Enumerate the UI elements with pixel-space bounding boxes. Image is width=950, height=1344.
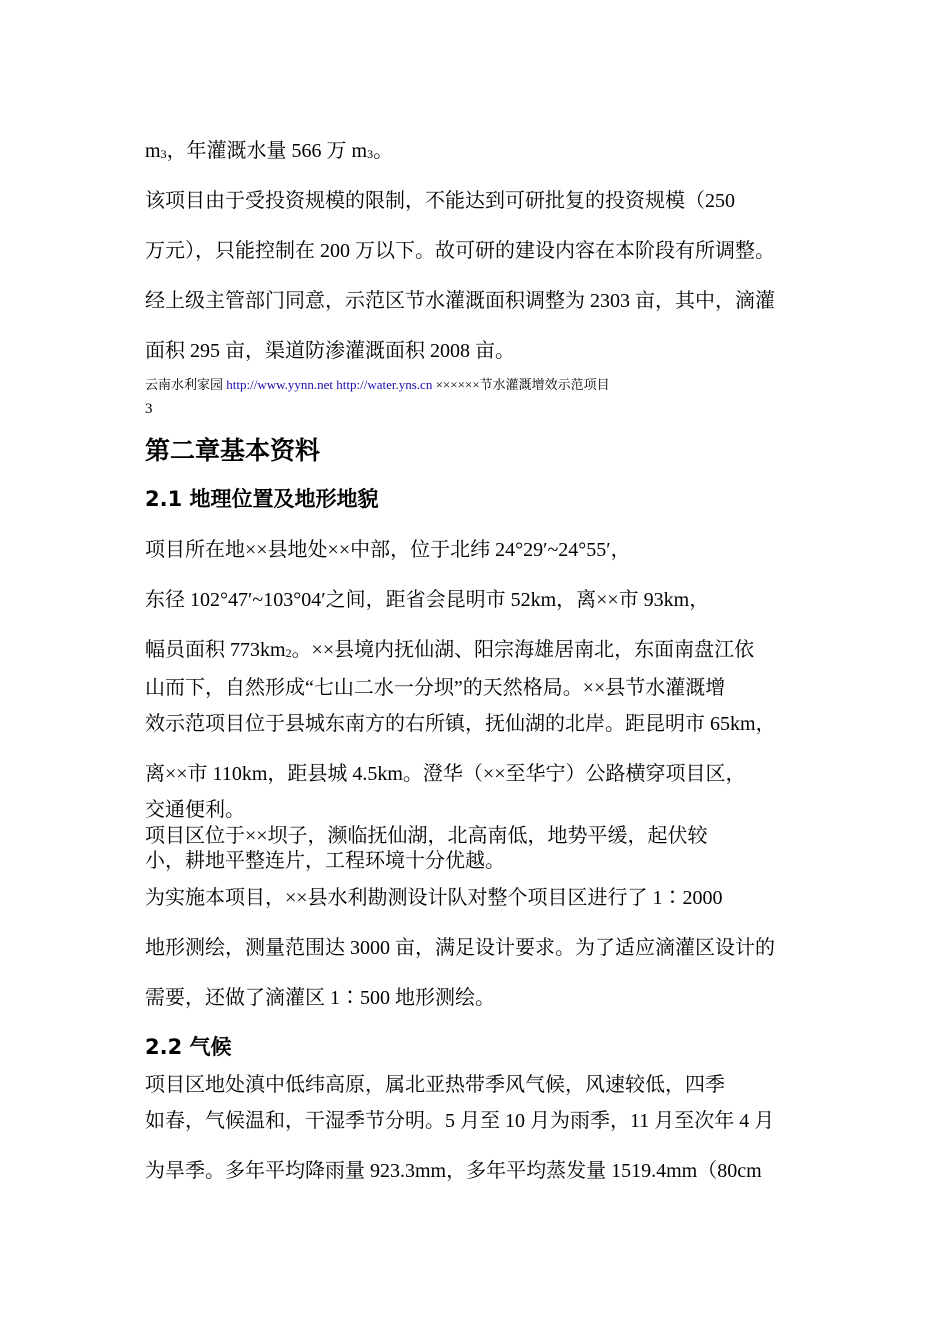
page-number: 3 [145, 401, 153, 417]
paragraph-line: 如春，气候温和，干湿季节分明。5 月至 10 月为雨季，11 月至次年 4 月 [145, 1110, 775, 1132]
paragraph-line: 万元），只能控制在 200 万以下。故可研的建设内容在本阶段有所调整。 [145, 240, 775, 262]
paragraph-line: $m_3$，年灌溉水量 566 万 $m_3$。 [145, 140, 394, 162]
paragraph-line: 为实施本项目，××县水利勘测设计队对整个项目区进行了 1∶2000 [145, 887, 723, 909]
paragraph-line: 项目区地处滇中低纬高原，属北亚热带季风气候，风速较低，四季 [145, 1074, 725, 1096]
paragraph-line: 交通便利。 [145, 799, 245, 821]
paragraph-line: 效示范项目位于县城东南方的右所镇，抚仙湖的北岸。距昆明市 65km， [145, 713, 776, 735]
section-heading-2-1: 2.1 地理位置及地形地貌 [145, 487, 379, 511]
paragraph-line: 面积 295 亩，渠道防渗灌溉面积 2008 亩。 [145, 340, 515, 362]
chapter-title: 第二章基本资料 [145, 436, 321, 465]
footer-site-name: 云南水利家园 [145, 377, 224, 392]
paragraph-line: 幅员面积 $773km_2$。××县境内抚仙湖、阳宗海雄居南北，东面南盘江依 [145, 639, 755, 661]
paragraph-line: 东径 102°47′~103°04′之间，距省会昆明市 52km，离××市 93km， [145, 589, 710, 611]
footer-link-water[interactable]: http://water.yns.cn [336, 377, 433, 392]
paragraph-line: 经上级主管部门同意，示范区节水灌溉面积调整为 2303 亩，其中，滴灌 [145, 290, 775, 312]
section-heading-2-2: 2.2 气候 [145, 1035, 232, 1059]
paragraph-line: 地形测绘，测量范围达 3000 亩，满足设计要求。为了适应滴灌区设计的 [145, 937, 775, 959]
footer-link-yynn[interactable]: http://www.yynn.net [226, 377, 334, 392]
paragraph-line: 离××市 110km，距县城 4.5km。澄华（××至华宁）公路横穿项目区， [145, 763, 746, 785]
paragraph-line: 该项目由于受投资规模的限制，不能达到可研批复的投资规模（250 [145, 190, 735, 212]
paragraph-line: 需要，还做了滴灌区 1∶500 地形测绘。 [145, 987, 495, 1009]
paragraph-line: 项目区位于××坝子，濒临抚仙湖，北高南低，地势平缓，起伏较 [145, 825, 708, 847]
paragraph-line: 山而下，自然形成“七山二水一分坝”的天然格局。××县节水灌溉增 [145, 677, 726, 699]
page-footer [145, 376, 610, 394]
paragraph-line: 小，耕地平整连片，工程环境十分优越。 [145, 850, 505, 872]
paragraph-line: 为旱季。多年平均降雨量 923.3mm，多年平均蒸发量 1519.4mm（80cm [145, 1160, 762, 1182]
footer-project-name: ××××××节水灌溉增效示范项目 [435, 377, 610, 392]
paragraph-line: 项目所在地××县地处××中部，位于北纬 24°29′~24°55′， [145, 539, 631, 561]
